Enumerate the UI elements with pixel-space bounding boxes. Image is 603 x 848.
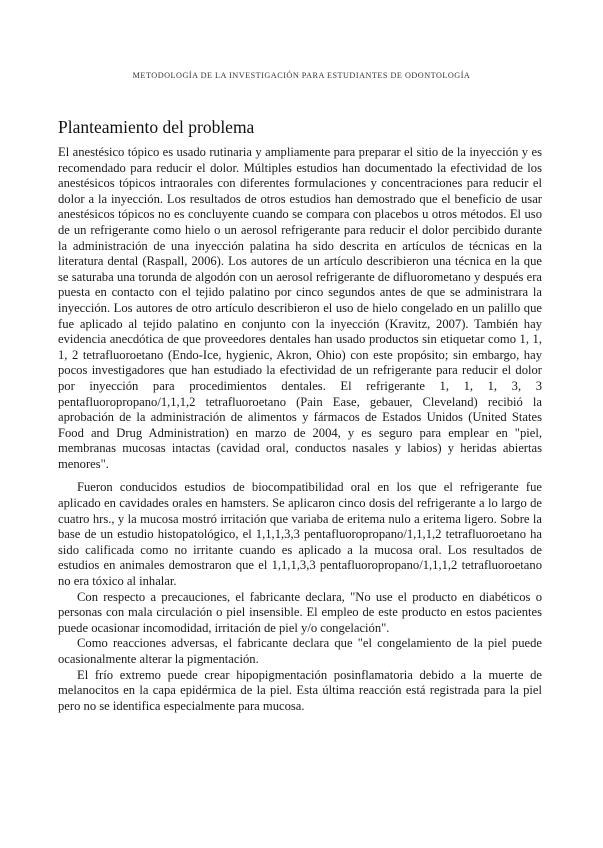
paragraph-1: El anestésico tópico es usado rutinaria y ampliamente para preparar el sitio de la inyección y es recomendado para reducir el dolor. Múltiples estudios han documentado la efectividad de los anestésicos tópicos intraorales con diferentes formulaciones y concentraciones para reducir el dolor a la inyección. Los resultados de otros estudios han demostrado que el beneficio de usar anestésicos tópicos no es concluyente cuando se compara con placebos u otros métodos. El uso de un refrigerante como hielo o un aerosol refrigerante para reducir el dolor percibido durante la administración de una inyección palatina ha sido descrita en artículos de técnicas en la literatura dental (Raspall, 2006). Los autores de un artículo describieron una técnica en la que se saturaba una torunda de algodón con un aerosol refrigerante de difluorometano y después era puesta en contacto con el tejido palatino por cinco segundos antes de que se administrara la inyección. Los autores de otro artículo describieron el uso de hielo congelado en un palillo que fue aplicado al tejido palatino en conjunto con la inyección (Kravitz, 2007). También hay evidencia anecdótica de que proveedores dentales han usado productos sin etiquetar como 1, 1, 1, 2 tetrafluoroetano (Endo-Ice, hygienic, Akron, Ohio) con este propósito; sin embargo, hay pocos investigadores que han estudiado la efectividad de un refrigerante para reducir el dolor por inyección para procedimientos dentales. El refrigerante 1, 1, 1, 3, 3 pentafluoropropano/1,1,1,2 tetrafluoroetano (Pain Ease, gebauer, Cleveland) recibió la aprobación de la administración de alimentos y fármacos de Estados Unidos (United States Food and Drug Administration) en marzo de 2004, y es seguro para emplear en "piel, membranas mucosas intactas (cavidad oral, conductos nasales y labios) y heridas abiertas menores". <box>58 145 542 471</box>
section-title: Planteamiento del problema <box>58 117 255 137</box>
paragraph-4: Como reacciones adversas, el fabricante declara que "el congelamiento de la piel puede ocasionalmente alterar la pigmentación. <box>58 636 542 666</box>
running-header: METODOLOGÍA DE LA INVESTIGACIÓN PARA ESTUDIANTES DE ODONTOLOGÍA <box>132 71 471 80</box>
paragraph-2: Fueron conducidos estudios de biocompatibilidad oral en los que el refrigerante fue aplicado en cavidades orales en hamsters. Se aplicaron cinco dosis del refrigerante a lo largo de cuatro hrs., y la mucosa mostró irritación que variaba de eritema nulo a eritema ligero. Sobre la base de un estudio histopatológico, el 1,1,1,3,3 pentafluoropropano/1,1,1,2 tetrafluoroetano ha sido calificada como no irritante cuando es aplicado a la mucosa oral. Los resultados de estudios en animales demostraron que el 1,1,1,3,3 pentafluoropropano/1,1,1,2 tetrafluoroetano no era tóxico al inhalar. <box>58 480 542 589</box>
paragraph-3: Con respecto a precauciones, el fabricante declara, "No use el producto en diabéticos o personas con mala circulación o piel insensible. El empleo de este producto en estos pacientes puede ocasionar incomodidad, irritación de piel y/o congelación". <box>58 589 542 635</box>
paragraph-5: El frío extremo puede crear hipopigmentación posinflamatoria debido a la muerte de melanocitos en la capa epidérmica de la piel. Esta última reacción está registrada para la piel pero no se identifica especialmente para mucosa. <box>58 667 542 713</box>
body-text <box>58 145 542 714</box>
